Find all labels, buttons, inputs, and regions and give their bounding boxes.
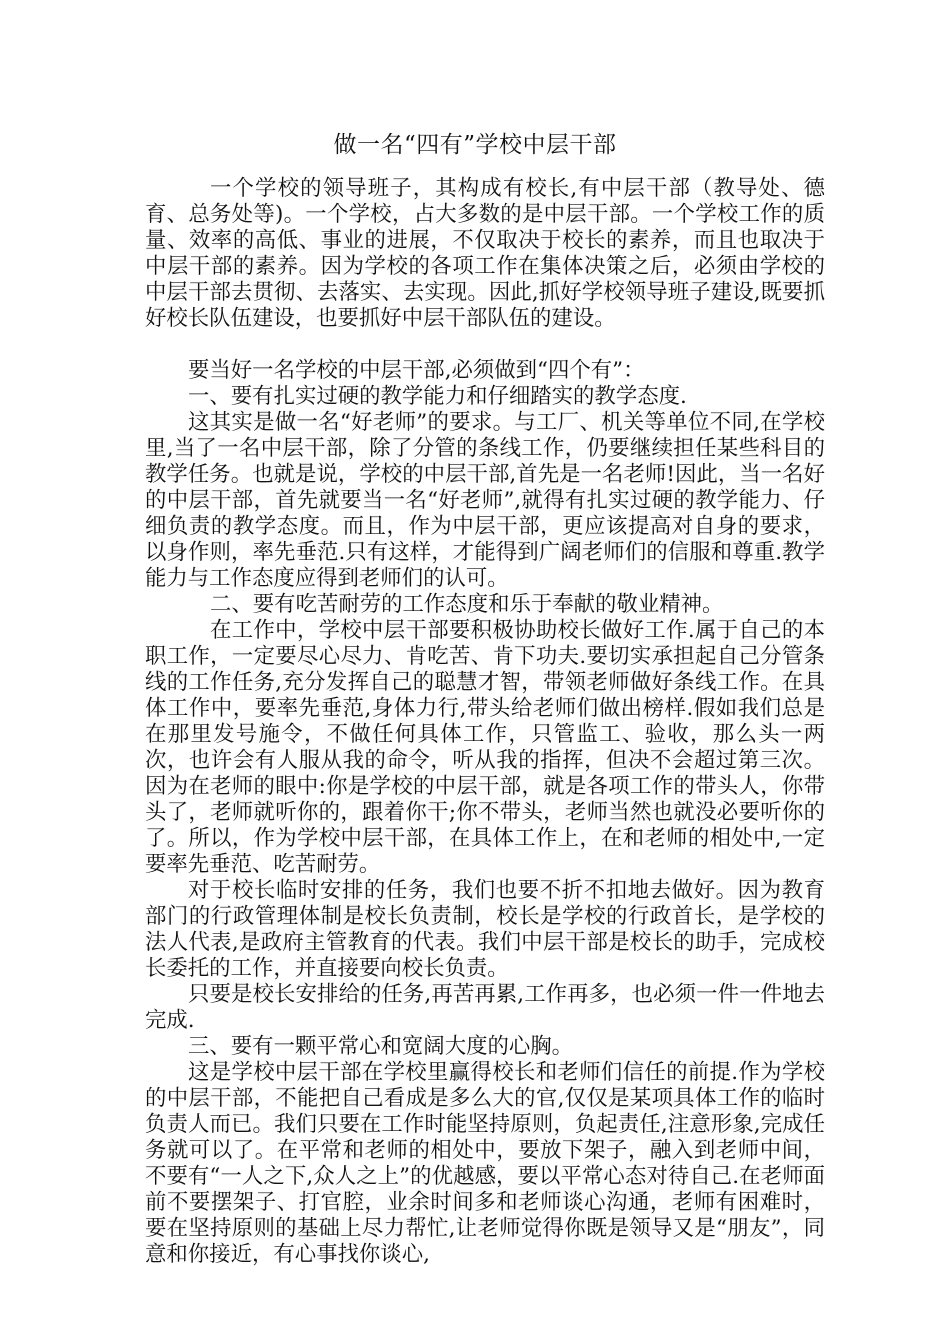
heading-point-one: 一、要有扎实过硬的教学能力和仔细踏实的教学态度. — [188, 384, 687, 409]
paragraph-complete-tasks: 只要是校长安排给的任务,再苦再累,工作再多，也必须一件一件地去完成. — [145, 982, 825, 1033]
paragraph-intro: 一个学校的领导班子，其构成有校长,有中层干部（教导处、德育、总务处等)。一个学校，占大多数的是中层干部。一个学校工作的质量、效率的高低、事业的进展，不仅取决于校长的素养，而且也取决于中层干部的素养。因为学校的各项工作在集体决策之后，必须由学校的中层干部去贯彻、去落实、去实现。因此,抓好学校领导班子建设,既要抓好校长队伍建设，也要抓好中层干部队伍的建设。 — [145, 176, 825, 331]
paragraph-spacer — [145, 332, 825, 358]
heading-point-three: 三、要有一颗平常心和宽阔大度的心胸。 — [188, 1034, 574, 1059]
paragraph-point-two: 在工作中，学校中层干部要积极协助校长做好工作.属于自己的本职工作，一定要尽心尽力、肯吃苦、肯下功夫.要切实承担起自己分管条线的工作任务,充分发挥自己的聪慧才智，带领老师做好条线工作。在具体工作中，要率先垂范,身体力行,带头给老师们做出榜样.假如我们总是在那里发号施令，不做任何具体工作，只管监工、验收，那么头一两次，也许会有人服从我的命令，听从我的指挥，但决不会超过第三次。因为在老师的眼中:你是学校的中层干部，就是各项工作的带头人，你带头了，老师就听你的，跟着你干;你不带头，老师当然也就没必要听你的了。所以，作为学校中层干部，在具体工作上，在和老师的相处中,一定要率先垂范、吃苦耐劳。 — [145, 618, 825, 877]
paragraph-point-three: 这是学校中层干部在学校里赢得校长和老师们信任的前提.作为学校的中层干部，不能把自己看成是多么大的官,仅仅是某项具体工作的临时负责人而已。我们只要在工作时能坚持原则，负起责任,注意形象,完成任务就可以了。在平常和老师的相处中，要放下架子，融入到老师中间，不要有“一人之下,众人之上”的优越感，要以平常心态对待自己.在老师面前不要摆架子、打官腔，业余时间多和老师谈心沟通，老师有困难时，要在坚持原则的基础上尽力帮忙,让老师觉得你既是领导又是“朋友”，同意和你接近，有心事找你谈心, — [145, 1060, 825, 1267]
paragraph-point-one: 这其实是做一名“好老师”的要求。与工厂、机关等单位不同,在学校里,当了一名中层干部，除了分管的条线工作，仍要继续担任某些科目的教学任务。也就是说，学校的中层干部,首先是一名老师!因此，当一名好的中层干部，首先就要当一名“好老师”,就得有扎实过硬的教学能力、仔细负责的教学态度。而且，作为中层干部，更应该提高对自身的要求，以身作则，率先垂范.只有这样，才能得到广阔老师们的信服和尊重.教学能力与工作态度应得到老师们的认可。 — [145, 410, 825, 591]
paragraph-four-haves: 要当好一名学校的中层干部,必须做到“四个有”： — [188, 358, 645, 383]
document-body — [145, 176, 825, 1268]
document-title: 做一名“四有”学校中层干部 — [333, 132, 617, 158]
heading-point-two: 二、要有吃苦耐劳的工作态度和乐于奉献的敬业精神。 — [210, 592, 724, 617]
paragraph-principal-tasks: 对于校长临时安排的任务，我们也要不折不扣地去做好。因为教育部门的行政管理体制是校长负责制，校长是学校的行政首长，是学校的法人代表,是政府主管教育的代表。我们中层干部是校长的助手，完成校长委托的工作，并直接要向校长负责。 — [145, 878, 825, 981]
